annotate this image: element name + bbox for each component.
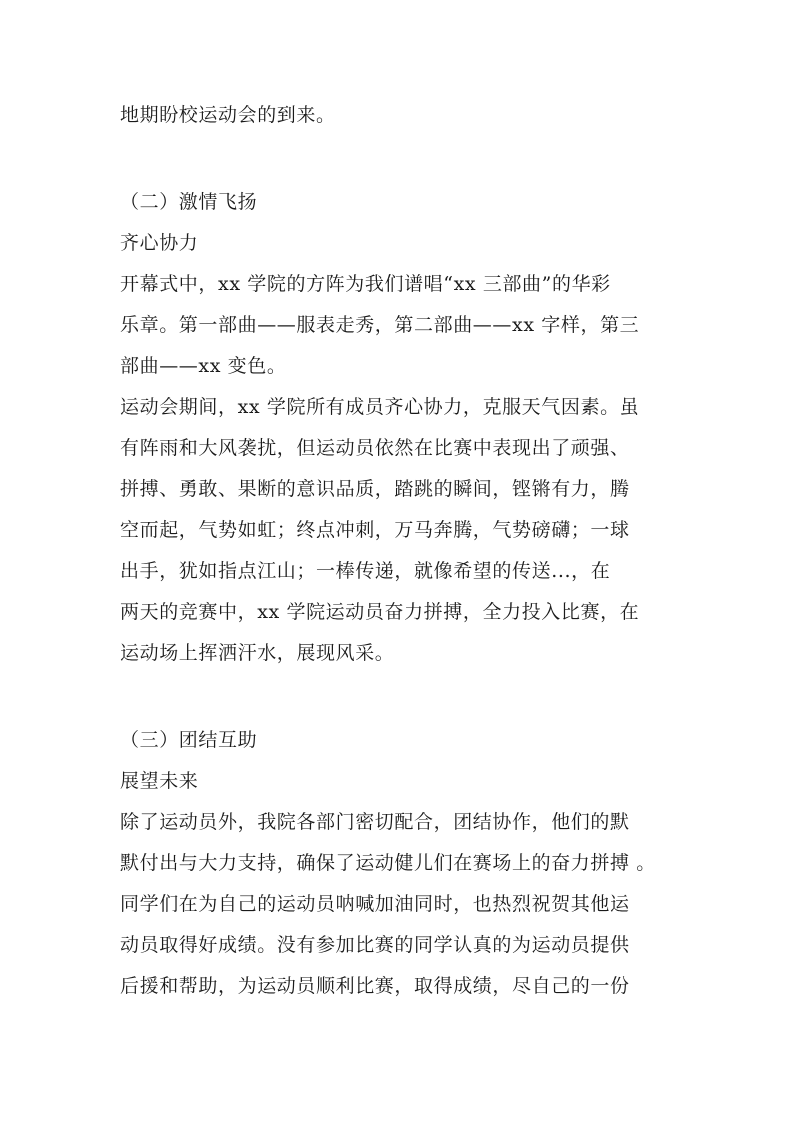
paragraph-line: 后援和帮助，为运动员顺利比赛，取得成绩，尽自己的一份 xyxy=(120,975,630,997)
paragraph-line: 有阵雨和大风袭扰，但运动员依然在比赛中表现出了顽强、 xyxy=(120,437,630,459)
paragraph-line: 同学们在为自己的运动员呐喊加油同时，也热烈祝贺其他运 xyxy=(120,893,630,915)
paragraph-line: 地期盼校运动会的到来。 xyxy=(120,104,336,126)
section-subheading: 齐心协力 xyxy=(120,232,199,254)
paragraph-line: 动员取得好成绩。没有参加比赛的同学认真的为运动员提供 xyxy=(120,934,630,956)
section-subheading: 展望未来 xyxy=(120,770,199,792)
paragraph-line: 两天的竞赛中，xx 学院运动员奋力拼搏，全力投入比赛，在 xyxy=(120,601,640,623)
paragraph-line: 运动会期间，xx 学院所有成员齐心协力，克服天气因素。虽 xyxy=(120,396,640,418)
section-heading: （二）激情飞扬 xyxy=(120,191,258,213)
paragraph-line: 默付出与大力支持，确保了运动健儿们在赛场上的奋力拼搏 。 xyxy=(120,852,656,874)
paragraph-line: 空而起，气势如虹；终点冲刺，万马奔腾，气势磅礴；一球 xyxy=(120,519,630,541)
paragraph-line: 拼搏、勇敢、果断的意识品质，踏跳的瞬间，铿锵有力，腾 xyxy=(120,478,630,500)
paragraph-line: 部曲——xx 变色。 xyxy=(120,355,287,377)
paragraph-line: 除了运动员外，我院各部门密切配合，团结协作，他们的默 xyxy=(120,811,630,833)
paragraph-line: 乐章。第一部曲——服表走秀，第二部曲——xx 字样，第三 xyxy=(120,314,640,336)
paragraph-line: 运动场上挥洒汗水，展现风采。 xyxy=(120,642,395,664)
paragraph-line: 开幕式中，xx 学院的方阵为我们谱唱“xx 三部曲”的华彩 xyxy=(120,273,611,295)
section-heading: （三）团结互助 xyxy=(120,729,258,751)
paragraph-line: 出手，犹如指点江山；一棒传递，就像希望的传送...，在 xyxy=(120,560,611,582)
